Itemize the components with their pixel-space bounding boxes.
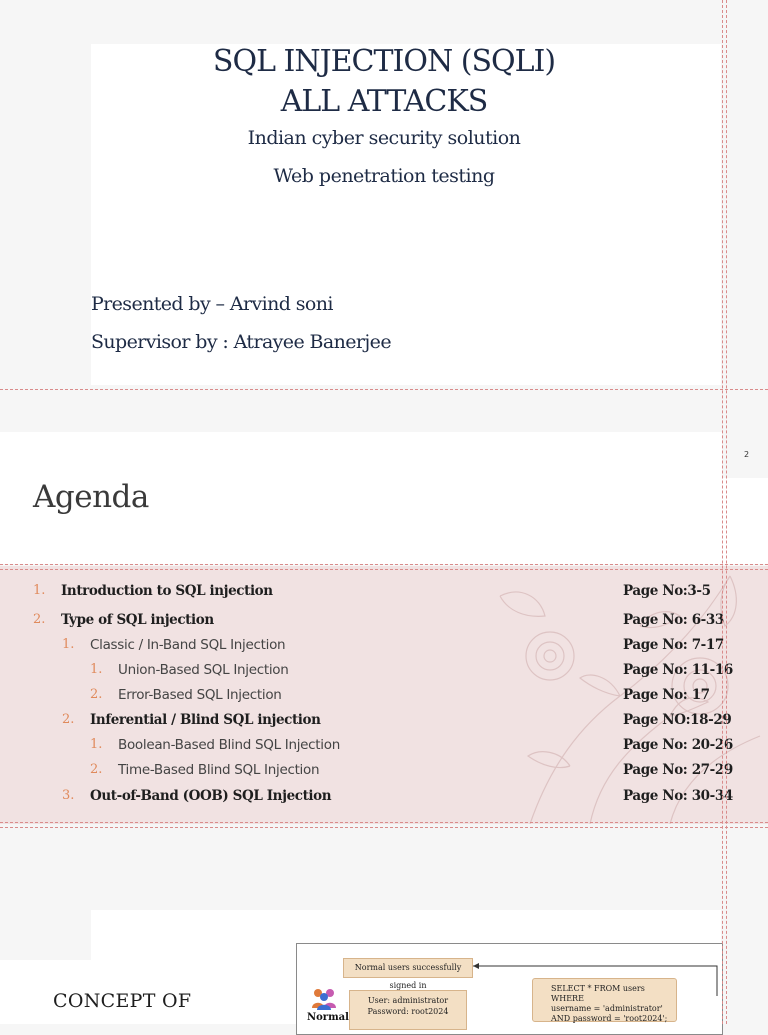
signed-in-box: Normal users successfully signed in xyxy=(343,958,473,978)
agenda-page: Page NO:18-29 xyxy=(623,712,732,728)
title-line-1: SQL INJECTION (SQLI) xyxy=(212,44,556,79)
normal-user-label: Normal xyxy=(307,1012,349,1023)
concept-title: CONCEPT OF xyxy=(53,990,192,1012)
agenda-item-blind xyxy=(0,709,768,731)
credentials-box xyxy=(349,990,467,1030)
agenda-title: Agenda xyxy=(33,479,149,515)
agenda-item-oob xyxy=(0,785,768,807)
agenda-number: 1. xyxy=(90,737,103,752)
query-line-2: username = 'administrator' xyxy=(551,1004,663,1013)
agenda-label: Inferential / Blind SQL injection xyxy=(90,712,321,728)
agenda-label: Type of SQL injection xyxy=(61,612,214,628)
query-line-3: AND password = 'root2024'; xyxy=(551,1014,668,1023)
query-line-1: SELECT * FROM users WHERE xyxy=(551,984,645,1003)
agenda-page: Page No: 20-26 xyxy=(623,737,733,753)
guide-line xyxy=(722,0,723,1024)
agenda-label: Introduction to SQL injection xyxy=(61,583,273,599)
agenda-item-time xyxy=(0,759,768,781)
guide-line xyxy=(0,569,768,570)
agenda-number: 2. xyxy=(33,612,46,627)
subtitle-2: Web penetration testing xyxy=(273,165,495,187)
agenda-item-boolean xyxy=(0,734,768,756)
agenda-page: Page No: 30-34 xyxy=(623,788,733,804)
guide-line xyxy=(0,822,768,823)
guide-line xyxy=(726,0,727,1024)
agenda-page: Page No: 6-33 xyxy=(623,612,724,628)
agenda-item-error xyxy=(0,684,768,706)
agenda-item-intro xyxy=(0,580,768,602)
agenda-page: Page No: 7-17 xyxy=(623,637,724,653)
guide-line xyxy=(0,564,768,565)
agenda-label: Classic / In-Band SQL Injection xyxy=(90,637,286,653)
agenda-number: 1. xyxy=(62,637,75,652)
agenda-number: 2. xyxy=(90,687,103,702)
agenda-item-union xyxy=(0,659,768,681)
agenda-number: 1. xyxy=(33,583,46,598)
agenda-label: Time-Based Blind SQL Injection xyxy=(118,762,320,778)
agenda-number: 2. xyxy=(90,762,103,777)
agenda-number: 3. xyxy=(62,788,75,803)
slide-number: 2 xyxy=(744,450,750,459)
supervisor: Supervisor by : Atrayee Banerjee xyxy=(91,331,391,353)
query-box xyxy=(532,978,677,1022)
agenda-page: Page No: 27-29 xyxy=(623,762,733,778)
users-icon xyxy=(309,986,339,1010)
guide-line xyxy=(0,827,768,828)
credentials-password: Password: root2024 xyxy=(367,1007,449,1016)
agenda-page: Page No: 11-16 xyxy=(623,662,733,678)
agenda-page: Page No: 17 xyxy=(623,687,710,703)
agenda-label: Union-Based SQL Injection xyxy=(118,662,289,678)
presented-by: Presented by – Arvind soni xyxy=(91,293,333,315)
agenda-label: Error-Based SQL Injection xyxy=(118,687,282,703)
agenda-item-types xyxy=(0,609,768,631)
agenda-page: Page No:3-5 xyxy=(623,583,711,599)
credentials-user: User: administrator xyxy=(367,996,449,1005)
agenda-number: 1. xyxy=(90,662,103,677)
agenda-item-classic xyxy=(0,634,768,656)
guide-line xyxy=(0,389,768,390)
agenda-number: 2. xyxy=(62,712,75,727)
subtitle-1: Indian cyber security solution xyxy=(247,127,521,149)
sqli-diagram xyxy=(296,943,723,1035)
agenda-label: Out-of-Band (OOB) SQL Injection xyxy=(90,788,332,804)
title-line-2: ALL ATTACKS xyxy=(280,84,488,119)
agenda-label: Boolean-Based Blind SQL Injection xyxy=(118,737,340,753)
